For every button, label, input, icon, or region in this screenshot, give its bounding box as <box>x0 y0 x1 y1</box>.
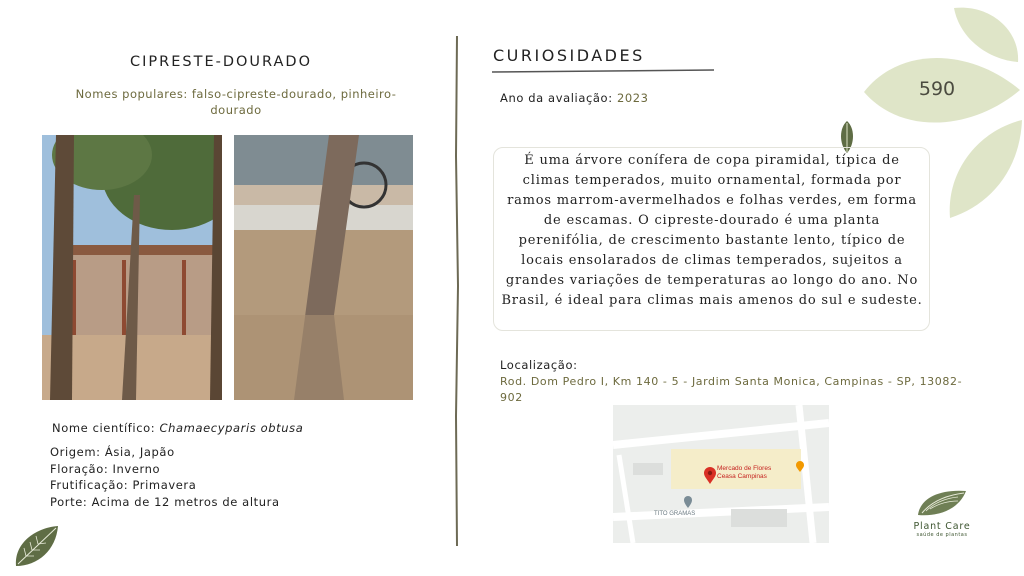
detail-size: Porte: Acima de 12 metros de altura <box>50 494 280 509</box>
map-place-label: Mercado de Flores Ceasa Campinas <box>717 465 772 480</box>
badge-number: 590 <box>918 78 956 100</box>
brand-tagline: saúde de plantas <box>916 532 968 538</box>
title-underline <box>492 67 714 75</box>
plant-title: CIPRESTE-DOURADO <box>130 54 313 70</box>
location-map <box>613 405 829 543</box>
plant-details <box>50 444 280 510</box>
plant-photo-1 <box>42 135 222 400</box>
scientific-name: Nome científico: Chamaecyparis obtusa <box>52 421 304 435</box>
map-poi-label: TITO GRAMAS <box>654 511 696 517</box>
leaf-icon <box>12 524 60 568</box>
location-address: Rod. Dom Pedro I, Km 140 - 5 - Jardim Santa Monica, Campinas - SP, 13082-902 <box>500 375 963 404</box>
popular-names: Nomes populares: falso-cipreste-dourado, pinheiro-dourado <box>75 87 397 117</box>
detail-origin: Origem: Ásia, Japão <box>50 445 175 459</box>
plant-care-logo-icon <box>914 487 970 519</box>
section-title: CURIOSIDADES <box>493 46 645 65</box>
detail-fruiting: Frutificação: Primavera <box>50 478 197 492</box>
location-label: Localização: <box>500 358 578 372</box>
map-pin-icon <box>683 496 693 509</box>
map-pin-icon <box>703 467 717 485</box>
section-divider <box>452 36 462 546</box>
map-poi-icon <box>795 461 805 473</box>
evaluation-year-value: 2023 <box>616 91 649 105</box>
plant-photo-2 <box>234 135 413 400</box>
detail-flowering: Floração: Inverno <box>50 461 161 476</box>
brand-name: Plant Care <box>913 521 971 532</box>
description-text: É uma árvore conífera de copa piramidal, típica de climas temperados, muito ornamental, formada por ramos marrom-avermelhados e folhas verdes, em forma de escamas. O cipreste-dourado é uma planta perenifólia, de crescimento bastante lento, típico de locais ensolarados de climas temperados, sujeitos a grandes variações de temperaturas ao longo do ano. No Brasil, é ideal para climas mais amenos do sul e sudeste. <box>501 153 923 308</box>
evaluation-year: Ano da avaliação: 2023 <box>500 91 649 105</box>
scientific-name-value: Chamaecyparis obtusa <box>159 421 304 435</box>
